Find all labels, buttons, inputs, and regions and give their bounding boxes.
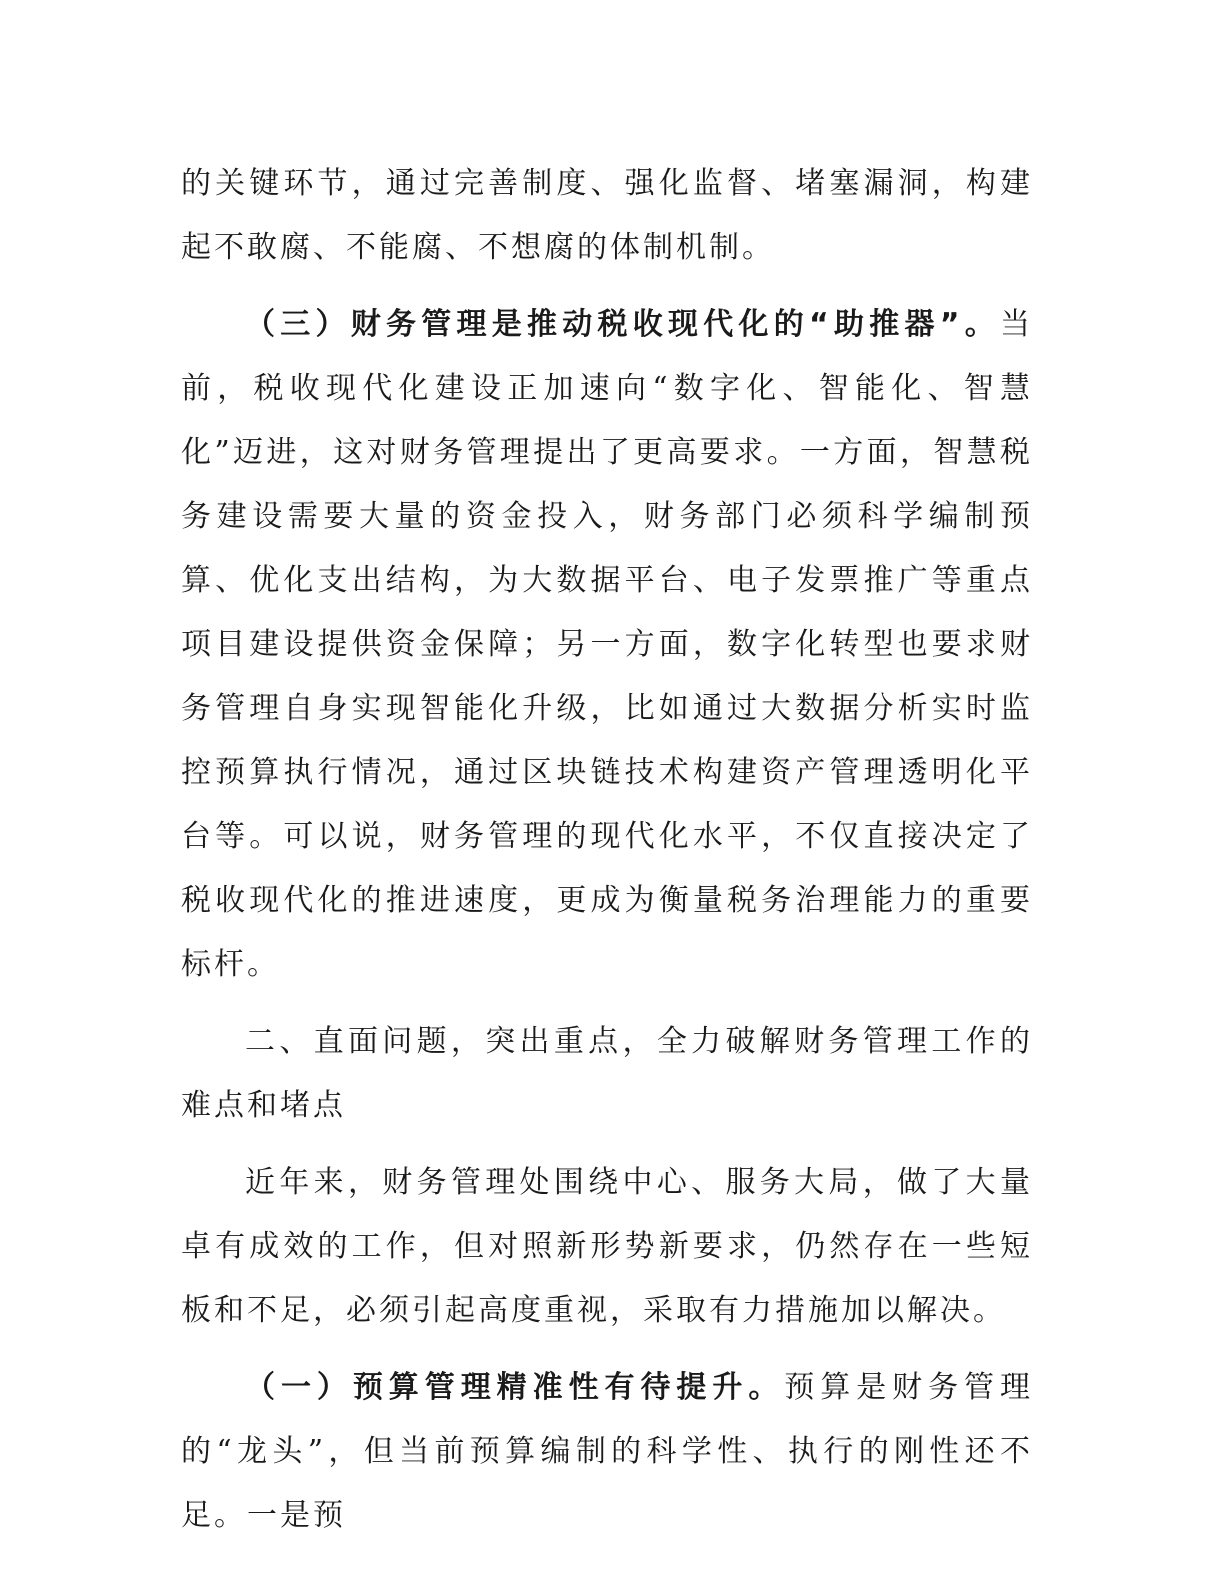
paragraph-continuation — [181, 152, 1033, 280]
document-body — [181, 152, 1033, 1548]
paragraph-text: 当前，税收现代化建设正加速向“数字化、智能化、智慧化”迈进，这对财务管理提出了更高要求。一方面，智慧税务建设需要大量的资金投入，财务部门必须科学编制预算、优化支出结构，为大数据平台、电子发票推广等重点项目建设提供资金保障；另一方面，数字化转型也要求财务管理自身实现智能化升级，比如通过大数据分析实时监控预算执行情况，通过区块链技术构建资产管理透明化平台等。可以说，财务管理的现代化水平，不仅直接决定了税收现代化的推进速度，更成为衡量税务治理能力的重要标杆。 — [181, 307, 1033, 982]
paragraph-section-1 — [181, 1356, 1033, 1548]
section-heading: （三）财务管理是推动税收现代化的“助推器”。 — [245, 307, 1000, 342]
paragraph-text: 的关键环节，通过完善制度、强化监督、堵塞漏洞，构建起不敢腐、不能腐、不想腐的体制机制。 — [181, 166, 1033, 265]
chapter-heading-2 — [181, 1010, 1033, 1138]
section-heading: （一）预算管理精准性有待提升。 — [245, 1370, 785, 1405]
heading-text: 二、直面问题，突出重点，全力破解财务管理工作的难点和堵点 — [181, 1024, 1033, 1123]
paragraph-text: 近年来，财务管理处围绕中心、服务大局，做了大量卓有成效的工作，但对照新形势新要求，仍然存在一些短板和不足，必须引起高度重视，采取有力措施加以解决。 — [181, 1165, 1033, 1328]
paragraph-text: 预算是财务管理的“龙头”，但当前预算编制的科学性、执行的刚性还不足。一是预 — [181, 1370, 1034, 1533]
paragraph-intro — [181, 1151, 1033, 1343]
paragraph-section-3 — [181, 293, 1033, 997]
